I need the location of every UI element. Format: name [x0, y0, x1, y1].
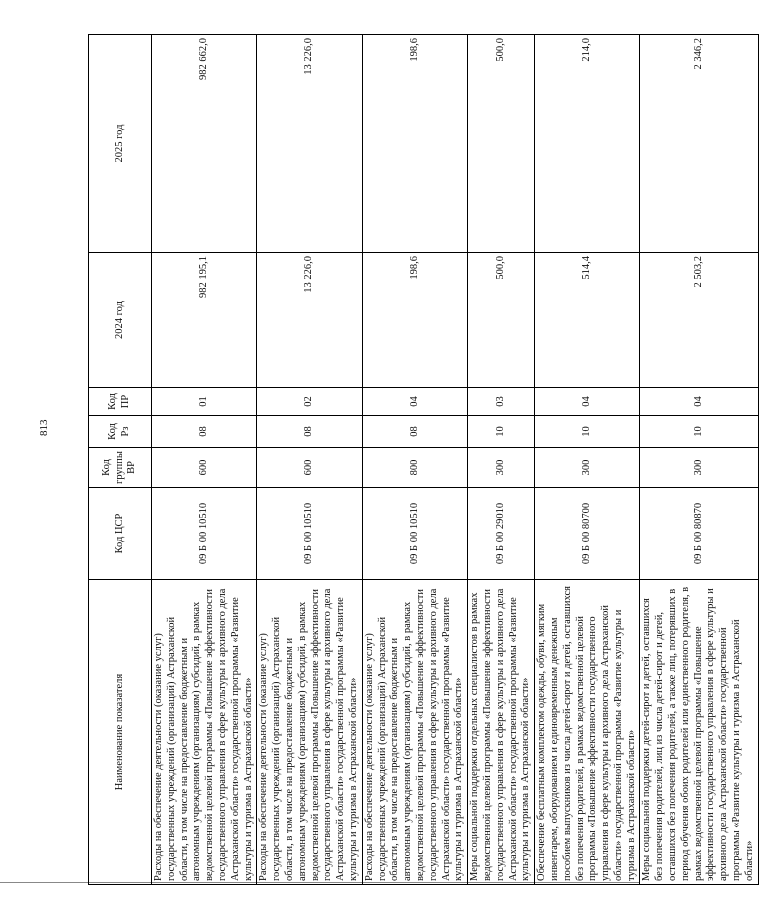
page-number: 813	[38, 419, 50, 436]
row-2024: 198,6	[362, 253, 467, 388]
table-row	[362, 35, 467, 885]
row-csr: 09 Б 00 10510	[362, 488, 467, 580]
row-pr: 04	[535, 388, 640, 416]
row-name: Меры социальной поддержки детей-сирот и детей, оставшихся без попечения родителей, лиц из числа детей-сирот и детей, оставшихся без попечения родителей, а также лиц, потерявших в период обучения обоих родителей или единственного родителя, в рамках ведомственной целевой программы «Повышение эффективности государственного управления в сфере культуры и архивного дела Астраханской области» государственной программы «Развитие культуры и туризма в Астраханской области»	[640, 580, 758, 885]
row-2024: 514,4	[535, 253, 640, 388]
row-vr: 600	[152, 448, 257, 488]
row-pr: 01	[152, 388, 257, 416]
row-pr: 04	[640, 388, 758, 416]
row-rz: 10	[640, 416, 758, 448]
table-row	[640, 35, 758, 885]
table-row	[468, 35, 535, 885]
row-2025: 982 662,0	[152, 35, 257, 253]
header-csr: Код ЦСР	[89, 488, 152, 580]
row-name: Расходы на обеспечение деятельности (оказание услуг) государственных учреждений (организаций) Астраханской области, в том числе на предоставление бюджетным и автономным учреждениям (организациям) субсидий, в рамках ведомственной целевой программы «Повышение эффективности государственного управления в сфере культуры и архивного дела Астраханской области» государственной программы «Развитие культуры и туризма в Астраханской области»	[152, 580, 257, 885]
row-vr: 800	[362, 448, 467, 488]
row-2024: 500,0	[468, 253, 535, 388]
row-name: Расходы на обеспечение деятельности (оказание услуг) государственных учреждений (организаций) Астраханской области, в том числе на предоставление бюджетным и автономным учреждениям (организациям) субсидий, в рамках ведомственной целевой программы «Повышение эффективности государственного управления в сфере культуры и архивного дела Астраханской области» государственной программы «Развитие культуры и туризма в Астраханской области»	[257, 580, 362, 885]
row-rz: 10	[468, 416, 535, 448]
row-vr: 300	[535, 448, 640, 488]
row-rz: 08	[362, 416, 467, 448]
row-2025: 214,0	[535, 35, 640, 253]
row-pr: 02	[257, 388, 362, 416]
rotated-page	[88, 35, 755, 885]
header-pr: Код ПР	[89, 388, 152, 416]
row-csr: 09 Б 00 80700	[535, 488, 640, 580]
header-2024: 2024 год	[89, 253, 152, 388]
row-name: Меры социальной поддержки отдельных специалистов в рамках ведомственной целевой программы «Повышение эффективности государственного управления в сфере культуры и архивного дела Астраханской области» государственной программы «Развитие культуры и туризма в Астраханской области»	[468, 580, 535, 885]
row-csr: 09 Б 00 80870	[640, 488, 758, 580]
row-vr: 300	[468, 448, 535, 488]
table-row	[152, 35, 257, 885]
row-csr: 09 Б 00 10510	[152, 488, 257, 580]
row-2025: 2 346,2	[640, 35, 758, 253]
row-name: Обеспечение бесплатным комплектом одежды, обуви, мягким инвентарем, оборудованием и единовременным денежным пособием выпускников из числа детей-сирот и детей, оставшихся без попечения родителей, в рамках ведомственной целевой программы «Повышение эффективности государственного управления в сфере культуры и архивного дела Астраханской области» государственной программы «Развитие культуры и туризма в Астраханской области»	[535, 580, 640, 885]
row-pr: 03	[468, 388, 535, 416]
header-name: Наименование показателя	[89, 580, 152, 885]
row-2024: 982 195,1	[152, 253, 257, 388]
table-row	[257, 35, 362, 885]
table-header-row	[89, 35, 152, 885]
row-vr: 300	[640, 448, 758, 488]
row-2025: 13 226,0	[257, 35, 362, 253]
row-csr: 09 Б 00 10510	[257, 488, 362, 580]
header-2025: 2025 год	[89, 35, 152, 253]
row-2024: 2 503,2	[640, 253, 758, 388]
header-rz: Код Рз	[89, 416, 152, 448]
header-vr: Код группы ВР	[89, 448, 152, 488]
budget-table	[88, 34, 759, 885]
row-2024: 13 226,0	[257, 253, 362, 388]
table-row	[535, 35, 640, 885]
row-csr: 09 Б 00 29010	[468, 488, 535, 580]
row-vr: 600	[257, 448, 362, 488]
row-pr: 04	[362, 388, 467, 416]
row-rz: 08	[257, 416, 362, 448]
row-rz: 08	[152, 416, 257, 448]
row-name: Расходы на обеспечение деятельности (оказание услуг) государственных учреждений (организаций) Астраханской области, в том числе на предоставление бюджетным и автономным учреждениям (организациям) субсидий, в рамках ведомственной целевой программы «Повышение эффективности государственного управления в сфере культуры и архивного дела Астраханской области» государственной программы «Развитие культуры и туризма в Астраханской области»	[362, 580, 467, 885]
row-2025: 198,6	[362, 35, 467, 253]
row-rz: 10	[535, 416, 640, 448]
row-2025: 500,0	[468, 35, 535, 253]
